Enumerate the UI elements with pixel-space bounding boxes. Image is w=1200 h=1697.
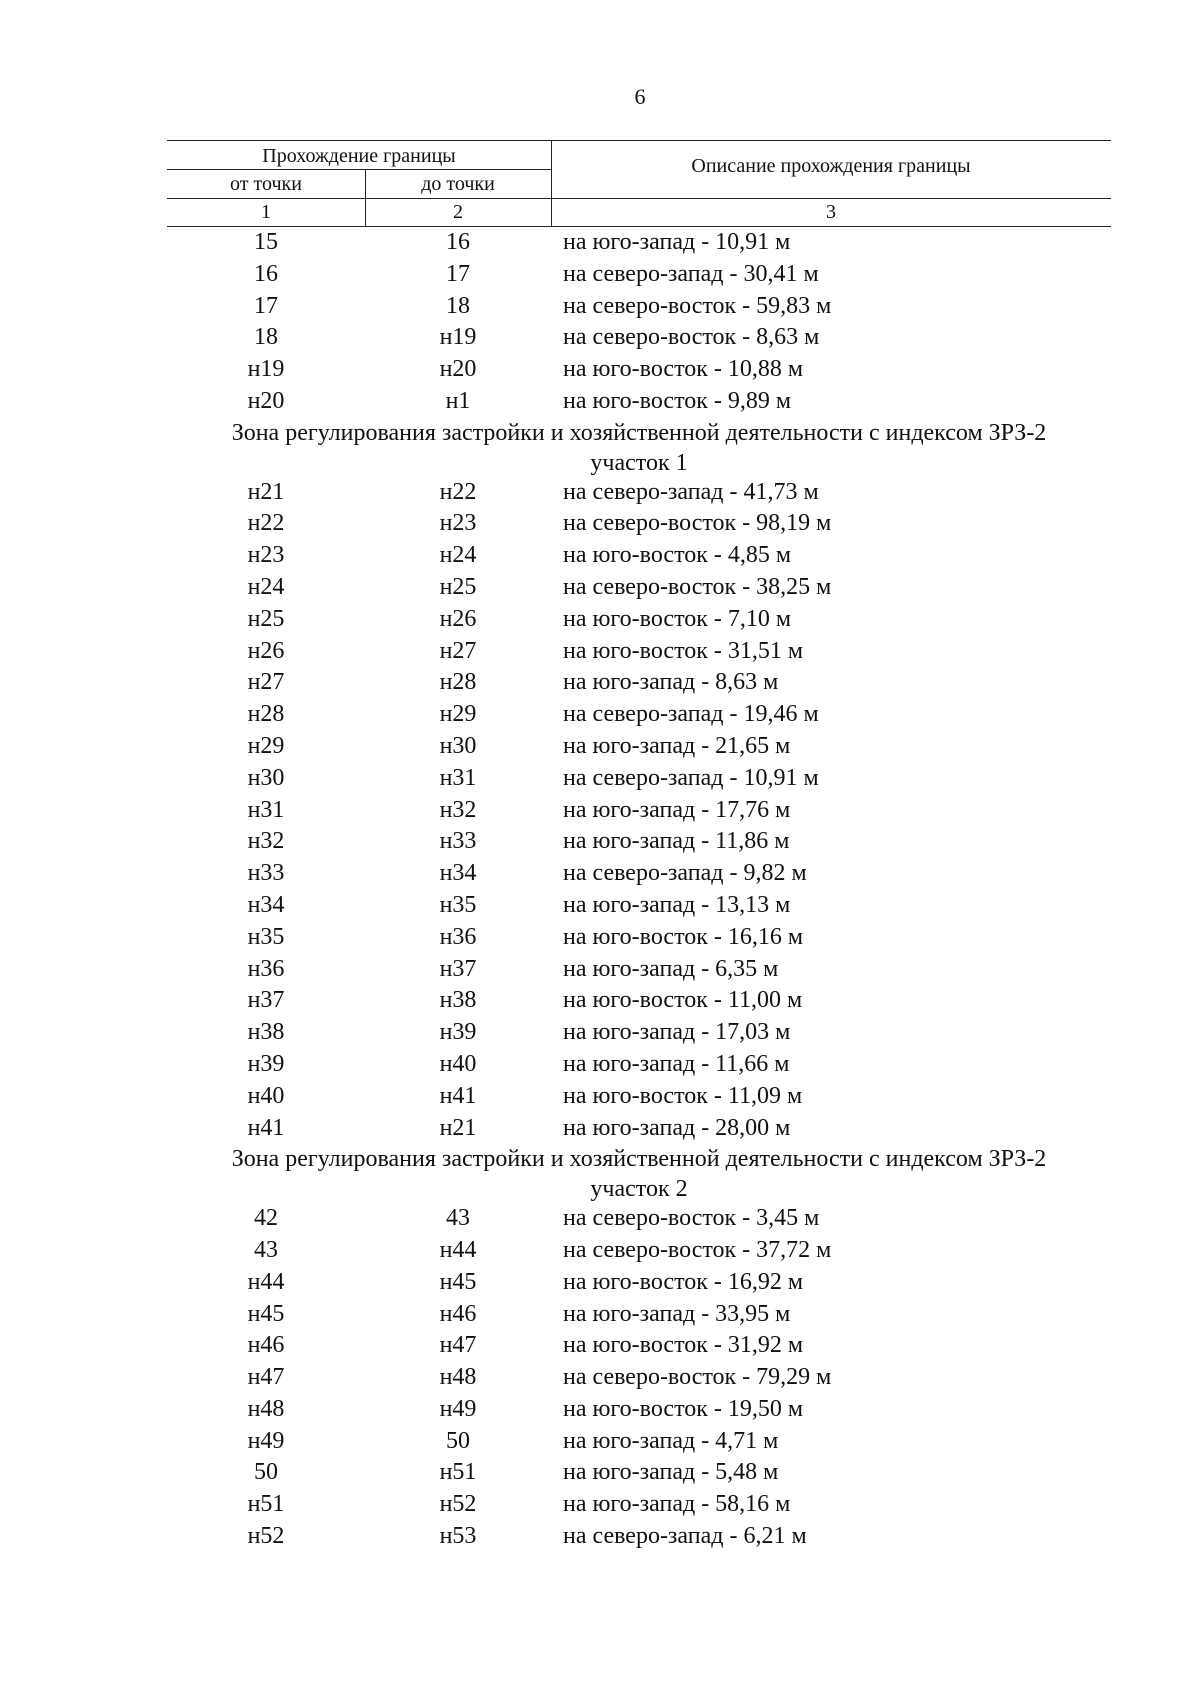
table-row bbox=[167, 985, 1111, 1017]
from-point-cell: н36 bbox=[247, 955, 285, 982]
table-body bbox=[167, 227, 1111, 1553]
from-point-cell: н47 bbox=[247, 1364, 285, 1391]
to-point-cell: 18 bbox=[446, 292, 470, 319]
to-point-cell: н34 bbox=[439, 860, 477, 887]
table-row bbox=[167, 572, 1111, 604]
to-point-cell: н29 bbox=[439, 701, 477, 728]
to-point-cell: 43 bbox=[446, 1205, 470, 1232]
from-point-cell: н23 bbox=[247, 542, 285, 569]
table-row bbox=[167, 1267, 1111, 1299]
description-cell: на юго-запад - 5,48 м bbox=[563, 1459, 779, 1486]
description-cell: на юго-запад - 13,13 м bbox=[563, 891, 791, 918]
from-point-cell: н41 bbox=[247, 1114, 285, 1141]
from-point-cell: н29 bbox=[247, 732, 285, 759]
table-row bbox=[167, 1049, 1111, 1081]
description-cell: на юго-восток - 11,00 м bbox=[563, 987, 803, 1014]
to-point-cell: н28 bbox=[439, 669, 477, 696]
to-point-cell: н40 bbox=[439, 1050, 477, 1077]
table-row bbox=[167, 636, 1111, 668]
table-row bbox=[167, 508, 1111, 540]
table-row bbox=[167, 922, 1111, 954]
table-row bbox=[167, 826, 1111, 858]
from-point-cell: н46 bbox=[247, 1332, 285, 1359]
header-description: Описание прохождения границы bbox=[691, 155, 971, 177]
from-point-cell: н20 bbox=[247, 387, 285, 414]
table-row bbox=[167, 1330, 1111, 1362]
to-point-cell: н30 bbox=[439, 732, 477, 759]
description-cell: на северо-восток - 3,45 м bbox=[563, 1205, 820, 1232]
to-point-cell: н31 bbox=[439, 764, 477, 791]
from-point-cell: 17 bbox=[254, 292, 278, 319]
table-row bbox=[167, 1394, 1111, 1426]
page-number: 6 bbox=[634, 84, 646, 109]
zone-title: Зона регулирования застройки и хозяйственной деятельности с индексом ЗРЗ-2 bbox=[231, 1146, 1047, 1173]
table-row bbox=[167, 1017, 1111, 1049]
to-point-cell: н53 bbox=[439, 1523, 477, 1550]
description-cell: на юго-восток - 16,92 м bbox=[563, 1268, 804, 1295]
to-point-cell: н24 bbox=[439, 542, 477, 569]
to-point-cell: н19 bbox=[439, 324, 477, 351]
table-row bbox=[167, 1299, 1111, 1331]
table-row bbox=[167, 667, 1111, 699]
table-row bbox=[167, 259, 1111, 291]
from-point-cell: н32 bbox=[247, 828, 285, 855]
to-point-cell: н37 bbox=[439, 955, 477, 982]
to-point-cell: н21 bbox=[439, 1114, 477, 1141]
from-point-cell: н37 bbox=[247, 987, 285, 1014]
from-point-cell: н35 bbox=[247, 923, 285, 950]
from-point-cell: 42 bbox=[254, 1205, 278, 1232]
header-col-number-3: 3 bbox=[826, 201, 836, 223]
table-row bbox=[167, 1081, 1111, 1113]
to-point-cell: н22 bbox=[439, 478, 477, 505]
from-point-cell: н39 bbox=[247, 1050, 285, 1077]
table-row bbox=[167, 1203, 1111, 1235]
description-cell: на северо-восток - 37,72 м bbox=[563, 1236, 832, 1263]
description-cell: на юго-восток - 7,10 м bbox=[563, 605, 792, 632]
from-point-cell: 16 bbox=[254, 260, 278, 287]
from-point-cell: 50 bbox=[254, 1459, 278, 1486]
from-point-cell: н31 bbox=[247, 796, 285, 823]
header-col-number-1: 1 bbox=[261, 201, 271, 223]
to-point-cell: 17 bbox=[446, 260, 470, 287]
to-point-cell: н25 bbox=[439, 573, 477, 600]
table-row bbox=[167, 890, 1111, 922]
description-cell: на юго-восток - 11,09 м bbox=[563, 1082, 803, 1109]
description-cell: на юго-восток - 4,85 м bbox=[563, 542, 792, 569]
description-cell: на юго-запад - 28,00 м bbox=[563, 1114, 791, 1141]
header-from-point: от точки bbox=[230, 173, 302, 195]
from-point-cell: н45 bbox=[247, 1300, 285, 1327]
from-point-cell: н52 bbox=[247, 1523, 285, 1550]
to-point-cell: н26 bbox=[439, 605, 477, 632]
to-point-cell: н32 bbox=[439, 796, 477, 823]
table-row bbox=[167, 1113, 1111, 1145]
from-point-cell: 18 bbox=[254, 324, 278, 351]
description-cell: на северо-запад - 30,41 м bbox=[563, 260, 819, 287]
description-cell: на северо-восток - 38,25 м bbox=[563, 573, 832, 600]
from-point-cell: н38 bbox=[247, 1019, 285, 1046]
to-point-cell: н48 bbox=[439, 1364, 477, 1391]
from-point-cell: н26 bbox=[247, 637, 285, 664]
description-cell: на северо-запад - 41,73 м bbox=[563, 478, 819, 505]
from-point-cell: н21 bbox=[247, 478, 285, 505]
table-row bbox=[167, 1426, 1111, 1458]
to-point-cell: н52 bbox=[439, 1491, 477, 1518]
table-row bbox=[167, 322, 1111, 354]
to-point-cell: н46 bbox=[439, 1300, 477, 1327]
description-cell: на северо-запад - 9,82 м bbox=[563, 860, 807, 887]
description-cell: на юго-восток - 31,51 м bbox=[563, 637, 804, 664]
from-point-cell: н30 bbox=[247, 764, 285, 791]
table-row bbox=[167, 354, 1111, 386]
to-point-cell: н41 bbox=[439, 1082, 477, 1109]
description-cell: на юго-запад - 6,35 м bbox=[563, 955, 779, 982]
table-row bbox=[167, 1457, 1111, 1489]
from-point-cell: 15 bbox=[254, 229, 278, 255]
to-point-cell: н27 bbox=[439, 637, 477, 664]
description-cell: на юго-запад - 21,65 м bbox=[563, 732, 791, 759]
from-point-cell: н22 bbox=[247, 510, 285, 537]
to-point-cell: н47 bbox=[439, 1332, 477, 1359]
table-row bbox=[167, 954, 1111, 986]
to-point-cell: н51 bbox=[439, 1459, 477, 1486]
description-cell: на юго-запад - 58,16 м bbox=[563, 1491, 791, 1518]
description-cell: на северо-восток - 79,29 м bbox=[563, 1364, 832, 1391]
table-row bbox=[167, 795, 1111, 827]
zone-subtitle: участок 2 bbox=[590, 1176, 688, 1203]
from-point-cell: н44 bbox=[247, 1268, 285, 1295]
table-row bbox=[167, 291, 1111, 323]
to-point-cell: н23 bbox=[439, 510, 477, 537]
to-point-cell: н1 bbox=[445, 387, 471, 414]
table-row bbox=[167, 1521, 1111, 1553]
zone-title: Зона регулирования застройки и хозяйственной деятельности с индексом ЗРЗ-2 bbox=[231, 419, 1047, 446]
from-point-cell: н51 bbox=[247, 1491, 285, 1518]
description-cell: на северо-запад - 10,91 м bbox=[563, 764, 819, 791]
table-row bbox=[167, 763, 1111, 795]
description-cell: на юго-запад - 11,86 м bbox=[563, 828, 790, 855]
table-row bbox=[167, 540, 1111, 572]
description-cell: на северо-запад - 6,21 м bbox=[563, 1523, 807, 1550]
table-header bbox=[167, 140, 1111, 227]
from-point-cell: н25 bbox=[247, 605, 285, 632]
table-row bbox=[167, 1489, 1111, 1521]
table-row bbox=[167, 699, 1111, 731]
to-point-cell: 50 bbox=[446, 1427, 470, 1454]
zone-subtitle: участок 1 bbox=[590, 449, 688, 476]
description-cell: на юго-запад - 17,03 м bbox=[563, 1019, 791, 1046]
description-cell: на северо-запад - 19,46 м bbox=[563, 701, 819, 728]
to-point-cell: н45 bbox=[439, 1268, 477, 1295]
header-passage: Прохождение границы bbox=[262, 145, 456, 167]
description-cell: на юго-восток - 19,50 м bbox=[563, 1395, 804, 1422]
description-cell: на северо-восток - 8,63 м bbox=[563, 324, 820, 351]
table-row bbox=[167, 227, 1111, 259]
from-point-cell: н40 bbox=[247, 1082, 285, 1109]
table-row bbox=[167, 858, 1111, 890]
description-cell: на юго-восток - 31,92 м bbox=[563, 1332, 804, 1359]
description-cell: на юго-запад - 33,95 м bbox=[563, 1300, 791, 1327]
table-row bbox=[167, 1235, 1111, 1267]
to-point-cell: н44 bbox=[439, 1236, 477, 1263]
description-cell: на северо-восток - 59,83 м bbox=[563, 292, 832, 319]
to-point-cell: н38 bbox=[439, 987, 477, 1014]
to-point-cell: н36 bbox=[439, 923, 477, 950]
header-divider bbox=[167, 169, 551, 170]
from-point-cell: 43 bbox=[254, 1236, 278, 1263]
table-row bbox=[167, 1362, 1111, 1394]
to-point-cell: н35 bbox=[439, 891, 477, 918]
from-point-cell: н33 bbox=[247, 860, 285, 887]
to-point-cell: н20 bbox=[439, 356, 477, 383]
description-cell: на юго-восток - 9,89 м bbox=[563, 387, 792, 414]
header-col-number-2: 2 bbox=[453, 201, 463, 223]
description-cell: на северо-восток - 98,19 м bbox=[563, 510, 832, 537]
to-point-cell: 16 bbox=[446, 229, 470, 255]
from-point-cell: н49 bbox=[247, 1427, 285, 1454]
description-cell: на юго-запад - 17,76 м bbox=[563, 796, 791, 823]
from-point-cell: н27 bbox=[247, 669, 285, 696]
from-point-cell: н24 bbox=[247, 573, 285, 600]
to-point-cell: н49 bbox=[439, 1395, 477, 1422]
table-row bbox=[167, 604, 1111, 636]
to-point-cell: н33 bbox=[439, 828, 477, 855]
from-point-cell: н34 bbox=[247, 891, 285, 918]
from-point-cell: н28 bbox=[247, 701, 285, 728]
from-point-cell: н48 bbox=[247, 1395, 285, 1422]
description-cell: на юго-запад - 11,66 м bbox=[563, 1050, 790, 1077]
description-cell: на юго-запад - 10,91 м bbox=[563, 229, 791, 255]
header-to-point: до точки bbox=[421, 173, 495, 195]
table-row bbox=[167, 477, 1111, 509]
description-cell: на юго-восток - 10,88 м bbox=[563, 356, 804, 383]
description-cell: на юго-запад - 4,71 м bbox=[563, 1427, 779, 1454]
from-point-cell: н19 bbox=[247, 356, 285, 383]
to-point-cell: н39 bbox=[439, 1019, 477, 1046]
description-cell: на юго-запад - 8,63 м bbox=[563, 669, 779, 696]
table-row bbox=[167, 731, 1111, 763]
table-row bbox=[167, 386, 1111, 418]
description-cell: на юго-восток - 16,16 м bbox=[563, 923, 804, 950]
boundary-table bbox=[167, 140, 1111, 1550]
